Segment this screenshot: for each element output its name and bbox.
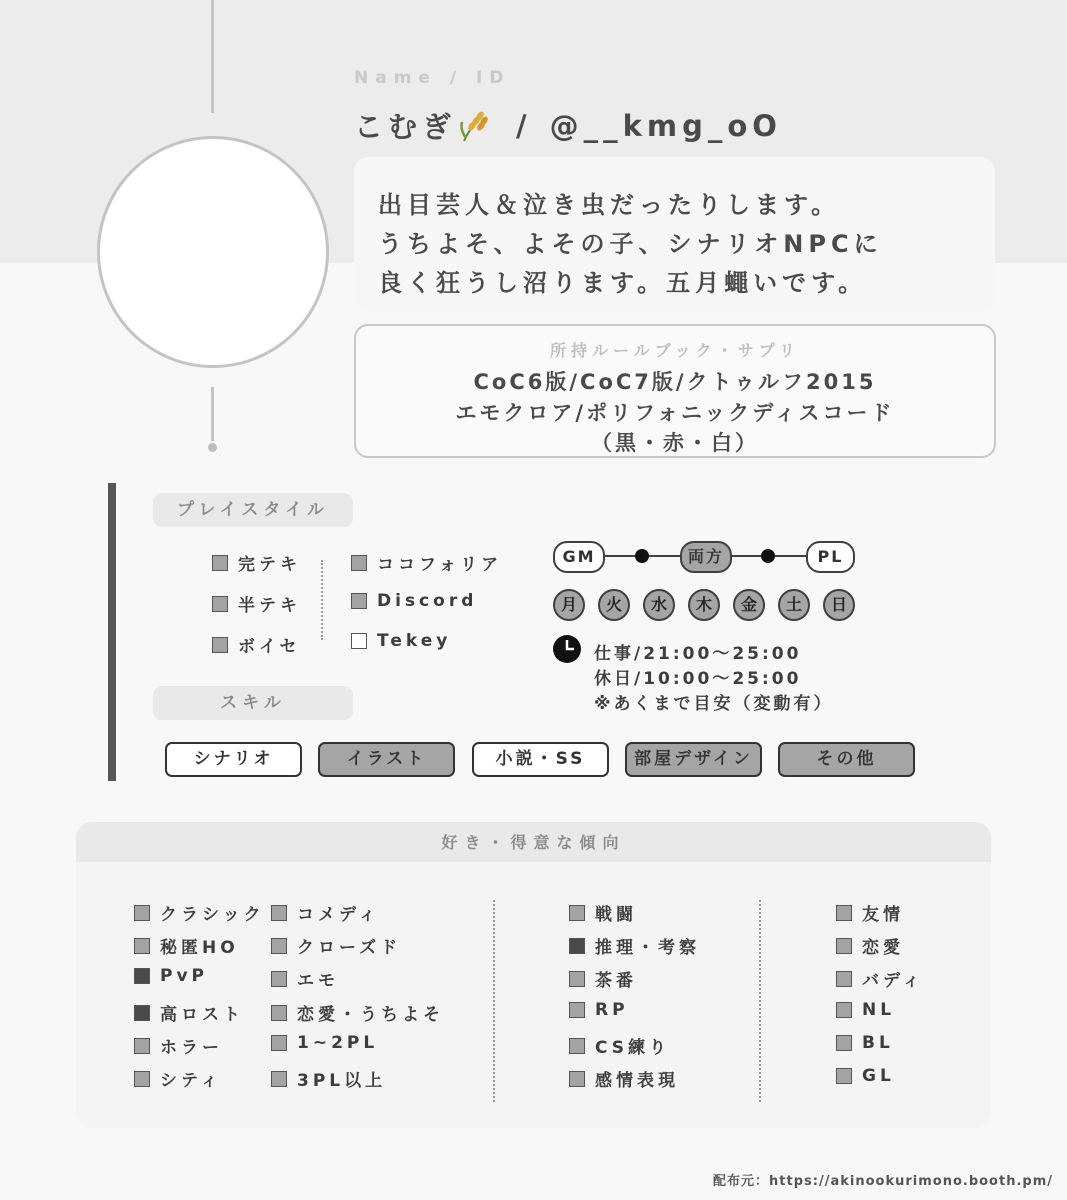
- like-option[interactable]: 感情表現: [569, 1066, 679, 1091]
- checkbox-icon: [212, 555, 228, 571]
- role-gm[interactable]: GM: [553, 541, 605, 573]
- like-option[interactable]: 恋愛: [836, 933, 904, 958]
- checkbox-icon: [271, 971, 287, 987]
- like-option[interactable]: CS練り: [569, 1033, 670, 1058]
- avatar-end-dot: [208, 443, 217, 452]
- skill-other[interactable]: その他: [778, 742, 915, 777]
- skill-room-design[interactable]: 部屋デザイン: [625, 742, 762, 777]
- checkbox-icon: [351, 633, 367, 649]
- rulebook-line: （黒・赤・白）: [591, 431, 759, 455]
- checkbox-icon: [836, 1002, 852, 1018]
- intro-box: [354, 157, 995, 311]
- intro-line: 出目芸人＆泣き虫だったりします。: [378, 191, 841, 219]
- checkbox-icon: [569, 1071, 585, 1087]
- likes-title: 好き・得意な傾向: [76, 822, 991, 862]
- like-option[interactable]: シティ: [134, 1066, 222, 1091]
- dotted-divider: [321, 560, 323, 640]
- checkbox-icon: [134, 905, 150, 921]
- like-option[interactable]: RP: [569, 1000, 629, 1020]
- checkbox-icon: [836, 1068, 852, 1084]
- playstyle-option[interactable]: Discord: [351, 591, 477, 611]
- like-option[interactable]: 高ロスト: [134, 1000, 244, 1025]
- skill-scenario[interactable]: シナリオ: [165, 742, 302, 777]
- role-both[interactable]: 両方: [680, 541, 732, 573]
- like-option[interactable]: 友情: [836, 900, 904, 925]
- like-option[interactable]: 秘匿HO: [134, 933, 239, 958]
- like-option[interactable]: GL: [836, 1066, 895, 1086]
- rulebook-title: 所持ルールブック・サプリ: [550, 341, 800, 360]
- dotted-divider: [493, 900, 495, 1102]
- checkbox-icon: [569, 971, 585, 987]
- user-name: こむぎ: [354, 110, 457, 144]
- like-option[interactable]: PvP: [134, 966, 208, 986]
- checkbox-icon: [836, 971, 852, 987]
- checkbox-icon: [134, 968, 150, 984]
- checkbox-icon: [134, 1005, 150, 1021]
- playstyle-option[interactable]: 半テキ: [212, 591, 301, 616]
- like-option[interactable]: コメディ: [271, 900, 380, 925]
- schedule-work: 仕事/21:00〜25:00: [594, 644, 802, 664]
- checkbox-icon: [134, 1038, 150, 1054]
- checkbox-icon: [212, 596, 228, 612]
- playstyle-option[interactable]: 完テキ: [212, 550, 301, 575]
- playstyle-option[interactable]: ボイセ: [212, 632, 301, 657]
- like-option[interactable]: 3PL以上: [271, 1066, 386, 1091]
- checkbox-icon: [271, 905, 287, 921]
- checkbox-icon: [271, 1035, 287, 1051]
- clock-icon: [553, 635, 581, 663]
- user-handle: @__kmg_oO: [549, 108, 782, 143]
- day-wed[interactable]: 水: [643, 589, 675, 621]
- schedule-note: ※あくまで目安（変動有）: [594, 694, 834, 714]
- like-option[interactable]: ホラー: [134, 1033, 223, 1058]
- checkbox-icon: [212, 637, 228, 653]
- day-tue[interactable]: 火: [598, 589, 630, 621]
- checkbox-icon: [836, 938, 852, 954]
- like-option[interactable]: 茶番: [569, 966, 637, 991]
- day-thu[interactable]: 木: [688, 589, 720, 621]
- like-option[interactable]: 恋愛・うちよそ: [271, 1000, 444, 1025]
- checkbox-icon: [271, 1005, 287, 1021]
- role-pl[interactable]: PL: [806, 541, 855, 573]
- checkbox-icon: [836, 1035, 852, 1051]
- rulebook-line: エモクロア/ポリフォニックディスコード: [455, 401, 895, 425]
- checkbox-icon: [134, 938, 150, 954]
- day-fri[interactable]: 金: [733, 589, 765, 621]
- checkbox-icon: [569, 905, 585, 921]
- day-sat[interactable]: 土: [778, 589, 810, 621]
- rulebook-box: [354, 324, 996, 458]
- checkbox-icon: [569, 938, 585, 954]
- schedule-holiday: 休日/10:00〜25:00: [594, 669, 802, 689]
- name-row: [354, 105, 782, 146]
- day-mon[interactable]: 月: [553, 589, 585, 621]
- like-option[interactable]: 推理・考察: [569, 933, 700, 958]
- avatar[interactable]: [97, 136, 329, 368]
- dotted-divider: [759, 900, 761, 1102]
- like-option[interactable]: クラシック: [134, 900, 265, 925]
- checkbox-icon: [569, 1038, 585, 1054]
- playstyle-title: プレイスタイル: [153, 493, 353, 527]
- name-separator: /: [516, 108, 532, 143]
- rulebook-line: CoC6版/CoC7版/クトゥルフ2015: [473, 370, 877, 394]
- name-id-label: Name / ID: [354, 68, 511, 88]
- like-option[interactable]: 戦闘: [569, 900, 637, 925]
- day-sun[interactable]: 日: [823, 589, 855, 621]
- skill-novel[interactable]: 小説・SS: [472, 742, 609, 777]
- avatar-top-line: [211, 0, 214, 113]
- intro-line: 良く狂うし沼ります。五月蠅いです。: [378, 269, 868, 297]
- skills-title: スキル: [153, 686, 353, 720]
- avatar-bottom-line: [211, 387, 214, 441]
- playstyle-option[interactable]: ココフォリア: [351, 550, 502, 575]
- role-dot: [635, 549, 649, 563]
- like-option[interactable]: バディ: [836, 966, 924, 991]
- like-option[interactable]: 1~2PL: [271, 1033, 378, 1053]
- section-bar: [108, 483, 116, 781]
- playstyle-option[interactable]: Tekey: [351, 631, 451, 651]
- like-option[interactable]: エモ: [271, 966, 339, 991]
- checkbox-icon: [351, 593, 367, 609]
- rice-plant-icon: [456, 108, 492, 144]
- like-option[interactable]: NL: [836, 1000, 895, 1020]
- checkbox-icon: [271, 938, 287, 954]
- checkbox-icon: [351, 555, 367, 571]
- like-option[interactable]: BL: [836, 1033, 894, 1053]
- checkbox-icon: [836, 905, 852, 921]
- checkbox-icon: [134, 1071, 150, 1087]
- skill-illust[interactable]: イラスト: [318, 742, 455, 777]
- role-dot: [761, 549, 775, 563]
- credit-footer: 配布元：https://akinookurimono.booth.pm/: [713, 1174, 1053, 1189]
- intro-line: うちよそ、よその子、シナリオNPCに: [378, 230, 883, 258]
- checkbox-icon: [569, 1002, 585, 1018]
- like-option[interactable]: クローズド: [271, 933, 401, 958]
- checkbox-icon: [271, 1071, 287, 1087]
